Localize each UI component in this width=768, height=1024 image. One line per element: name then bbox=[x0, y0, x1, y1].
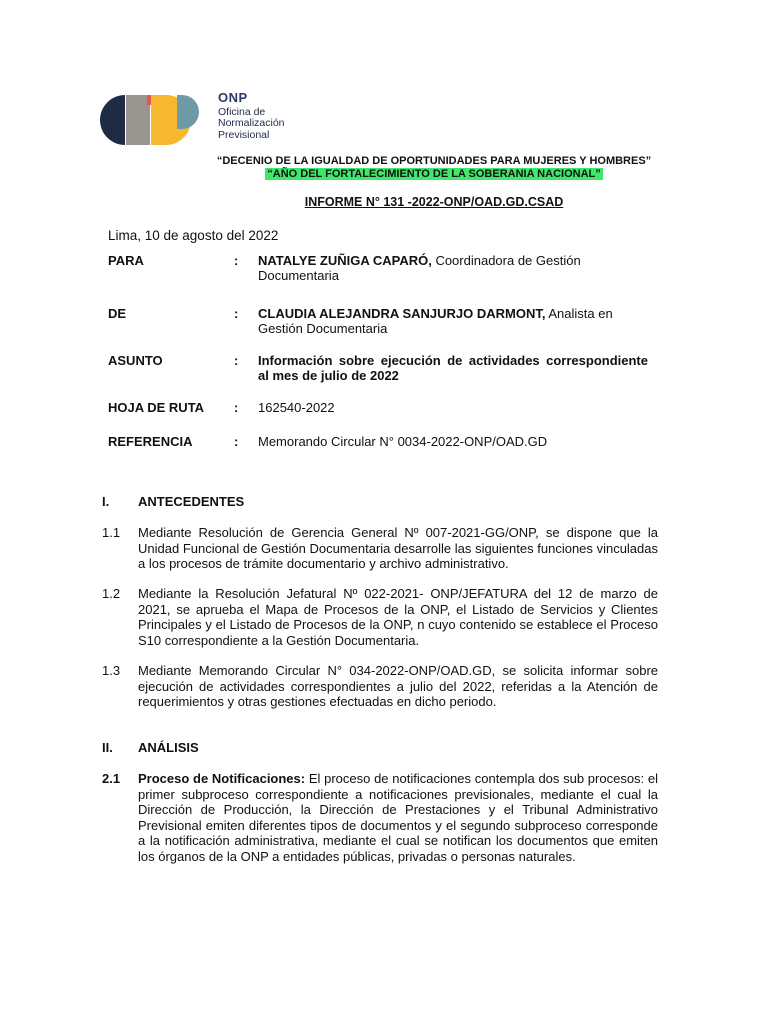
section-1-title: ANTECEDENTES bbox=[138, 494, 245, 509]
referencia-label: REFERENCIA bbox=[108, 434, 193, 449]
hoja-value: 162540-2022 bbox=[258, 400, 335, 415]
decenio-heading: “DECENIO DE LA IGUALDAD DE OPORTUNIDADES PARA MUJERES Y HOMBRES” bbox=[216, 155, 652, 167]
referencia-colon: : bbox=[234, 434, 239, 449]
de-value bbox=[258, 306, 648, 336]
para-role: Coordinadora de Gestión Documentaria bbox=[258, 253, 581, 283]
logo-brand: ONP bbox=[218, 90, 248, 105]
item-2-1-text bbox=[138, 771, 658, 864]
logo-line-3: Previsional bbox=[218, 128, 270, 141]
de-label: DE bbox=[108, 306, 127, 321]
item-2-1-number: 2.1 bbox=[102, 771, 121, 786]
section-2-number: II. bbox=[102, 740, 113, 755]
referencia-value: Memorando Circular N° 0034-2022-ONP/OAD.GD bbox=[258, 434, 548, 449]
section-1-number: I. bbox=[102, 494, 110, 509]
hoja-label: HOJA DE RUTA bbox=[108, 400, 205, 415]
item-1-1-number: 1.1 bbox=[102, 525, 121, 540]
de-name: CLAUDIA ALEJANDRA SANJURJO DARMONT, bbox=[258, 306, 546, 321]
section-2-title: ANÁLISIS bbox=[138, 740, 199, 755]
para-label: PARA bbox=[108, 253, 144, 268]
item-1-3-text: Mediante Memorando Circular N° 034-2022-ONP/OAD.GD, se solicita informar sobre ejecución de actividades correspondientes a julio del 2022, referidas a la Atención de requerimientos y otras gestiones efectuadas en dicho periodo. bbox=[138, 663, 658, 709]
item-1-2-text: Mediante la Resolución Jefatural Nº 022-2021- ONP/JEFATURA del 12 de marzo de 2021, se aprueba el Mapa de Procesos de la ONP, el Listado de Servicios y Clientes Principales y el Listado de Procesos de la ONP, n cuyo contenido se establece el Proceso S10 correspondiente a la Gestión Documentaria. bbox=[138, 586, 658, 648]
asunto-label: ASUNTO bbox=[108, 353, 163, 368]
logo-line-1: Oficina de bbox=[218, 105, 266, 118]
logo-text bbox=[218, 92, 285, 141]
item-2-1-body: El proceso de notificaciones contempla dos sub procesos: el primer subproceso correspondiente a notificaciones previsionales, mediante el cual la Dirección de Producción, la Dirección de Prestaciones y el Tribunal Administrativo Previsional emiten diferentes tipos de documentos y el segundo subproceso corresponde a la notificación administrativa, mediante el cual se notifican los documentos que emiten los órganos de la ONP a entidades públicas, privadas o personas naturales. bbox=[138, 771, 659, 864]
item-1-2-number: 1.2 bbox=[102, 586, 121, 601]
para-colon: : bbox=[234, 253, 239, 268]
para-name: NATALYE ZUÑIGA CAPARÓ, bbox=[258, 253, 432, 268]
item-2-1-lead: Proceso de Notificaciones: bbox=[138, 771, 306, 786]
anio-highlight: “AÑO DEL FORTALECIMIENTO DE LA SOBERANIA NACIONAL” bbox=[267, 168, 601, 180]
anio-heading bbox=[0, 168, 768, 180]
date-line: Lima, 10 de agosto del 2022 bbox=[108, 228, 279, 243]
onp-logo-mark bbox=[100, 95, 199, 145]
para-value bbox=[258, 253, 648, 283]
hoja-colon: : bbox=[234, 400, 239, 415]
asunto-value: Información sobre ejecución de actividades correspondiente al mes de julio de 2022 bbox=[258, 353, 648, 383]
logo-line-2: Normalización bbox=[218, 117, 285, 129]
de-colon: : bbox=[234, 306, 239, 321]
asunto-colon: : bbox=[234, 353, 239, 368]
item-1-3-number: 1.3 bbox=[102, 663, 121, 678]
item-1-1-text: Mediante Resolución de Gerencia General Nº 007-2021-GG/ONP, se dispone que la Unidad Funcional de Gestión Documentaria desarrolle las siguientes funciones vinculadas a los procesos de trámite documentario y archivo administrativo. bbox=[138, 525, 658, 571]
informe-title: INFORME N° 131 -2022-ONP/OAD.GD.CSAD bbox=[304, 195, 564, 209]
de-role: Analista en Gestión Documentaria bbox=[258, 306, 613, 336]
